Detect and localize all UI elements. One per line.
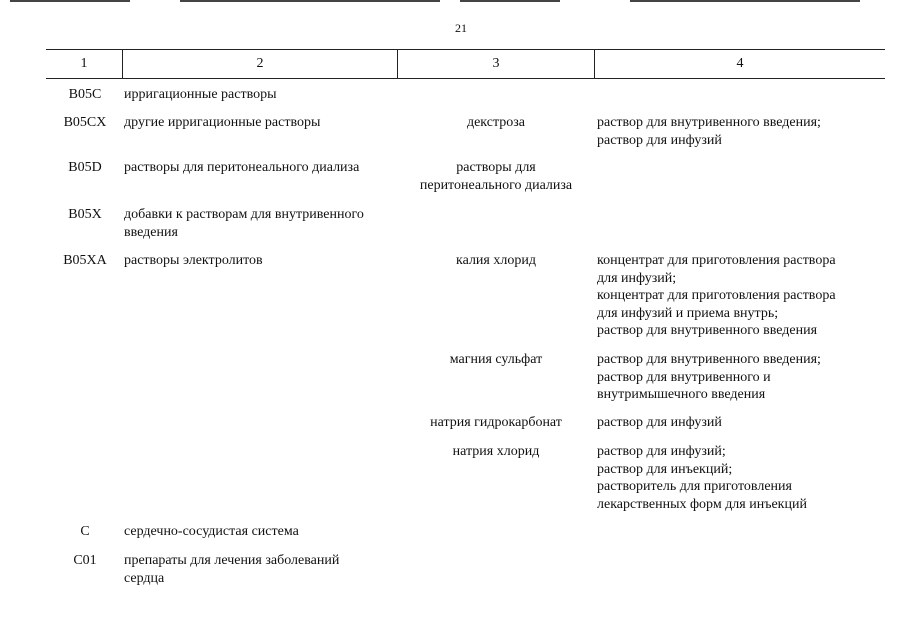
medicinal-substance bbox=[397, 159, 595, 194]
medicinal-substance-line: магния сульфат bbox=[449, 352, 543, 367]
anatomical-therapeutic-group-line: растворы для перитонеального диализа bbox=[124, 160, 360, 175]
medicinal-substance bbox=[397, 414, 595, 432]
atc-code bbox=[52, 552, 118, 570]
medicinal-substance bbox=[397, 443, 595, 461]
dosage-forms-line: растворитель для приготовления bbox=[597, 479, 792, 494]
header-col-1: 1 bbox=[80, 56, 88, 71]
table-header bbox=[46, 49, 885, 79]
dosage-forms bbox=[597, 114, 872, 149]
medicinal-substance bbox=[397, 114, 595, 132]
atc-code-line: B05D bbox=[68, 160, 102, 175]
atc-code-line: C01 bbox=[73, 553, 97, 568]
dosage-forms-line: раствор для внутривенного введения; bbox=[597, 115, 821, 130]
scan-edge-line bbox=[460, 0, 560, 2]
medicinal-substance bbox=[397, 252, 595, 270]
anatomical-therapeutic-group-line: растворы электролитов bbox=[124, 253, 263, 268]
scan-edge-line bbox=[180, 0, 440, 2]
header-col-3: 3 bbox=[492, 56, 500, 71]
atc-code bbox=[52, 86, 118, 104]
dosage-forms-line: для инфузий и приема внутрь; bbox=[597, 305, 779, 321]
dosage-forms-line: раствор для инфузий bbox=[597, 415, 722, 430]
dosage-forms-line: раствор для инфузий; bbox=[597, 444, 726, 459]
medicinal-substance-line: калия хлорид bbox=[456, 253, 536, 268]
atc-code bbox=[52, 523, 118, 541]
anatomical-therapeutic-group bbox=[124, 206, 399, 241]
header-col-4: 4 bbox=[736, 56, 744, 71]
anatomical-therapeutic-group bbox=[124, 114, 399, 132]
dosage-forms bbox=[597, 443, 872, 513]
dosage-forms bbox=[597, 252, 872, 340]
medicinal-substance-line: декстроза bbox=[466, 115, 526, 130]
anatomical-therapeutic-group-line: другие ирригационные растворы bbox=[124, 115, 321, 130]
anatomical-therapeutic-group bbox=[124, 523, 399, 541]
dosage-forms-line: внутримышечного введения bbox=[597, 387, 766, 402]
atc-code-line: B05CX bbox=[63, 115, 107, 130]
atc-code-line: B05C bbox=[68, 87, 102, 102]
page-number: 21 bbox=[455, 21, 467, 35]
dosage-forms-line: для инфузий; bbox=[597, 270, 677, 286]
scan-edge-line bbox=[10, 0, 130, 2]
anatomical-therapeutic-group-line: препараты для лечения заболеваний bbox=[124, 553, 340, 568]
anatomical-therapeutic-group bbox=[124, 86, 399, 104]
anatomical-therapeutic-group-line: введения bbox=[124, 224, 178, 240]
anatomical-therapeutic-group-line: сердечно-сосудистая система bbox=[124, 524, 299, 539]
medicinal-substance-line: перитонеального диализа bbox=[419, 177, 573, 193]
dosage-forms-line: лекарственных форм для инъекций bbox=[597, 496, 807, 512]
medicinal-substance-line: натрия хлорид bbox=[452, 444, 540, 459]
medicinal-substance-line: натрия гидрокарбонат bbox=[430, 415, 562, 430]
dosage-forms-line: раствор для внутривенного введения; bbox=[597, 352, 821, 367]
dosage-forms-line: концентрат для приготовления раствора bbox=[597, 253, 836, 268]
medicinal-substance bbox=[397, 351, 595, 369]
header-col-2: 2 bbox=[256, 56, 264, 71]
atc-code-line: C bbox=[80, 524, 90, 539]
atc-code bbox=[52, 206, 118, 224]
anatomical-therapeutic-group-line: ирригационные растворы bbox=[124, 87, 277, 102]
atc-code bbox=[52, 114, 118, 132]
dosage-forms-line: раствор для внутривенного введения bbox=[597, 323, 818, 338]
dosage-forms bbox=[597, 351, 872, 404]
anatomical-therapeutic-group-line: сердца bbox=[124, 570, 165, 586]
atc-code bbox=[52, 159, 118, 177]
anatomical-therapeutic-group-line: добавки к растворам для внутривенного bbox=[124, 207, 364, 222]
medicinal-substance-line: растворы для bbox=[456, 160, 536, 175]
atc-code-line: B05X bbox=[68, 207, 102, 222]
dosage-forms bbox=[597, 414, 872, 432]
atc-code-line: B05XA bbox=[63, 253, 107, 268]
atc-code bbox=[52, 252, 118, 270]
dosage-forms-line: раствор для инъекций; bbox=[597, 461, 733, 477]
dosage-forms-line: раствор для инфузий bbox=[597, 132, 722, 148]
dosage-forms-line: концентрат для приготовления раствора bbox=[597, 288, 836, 303]
scan-edge-line bbox=[630, 0, 860, 2]
anatomical-therapeutic-group bbox=[124, 159, 399, 177]
anatomical-therapeutic-group bbox=[124, 552, 399, 587]
dosage-forms-line: раствор для внутривенного и bbox=[597, 369, 771, 385]
anatomical-therapeutic-group bbox=[124, 252, 399, 270]
